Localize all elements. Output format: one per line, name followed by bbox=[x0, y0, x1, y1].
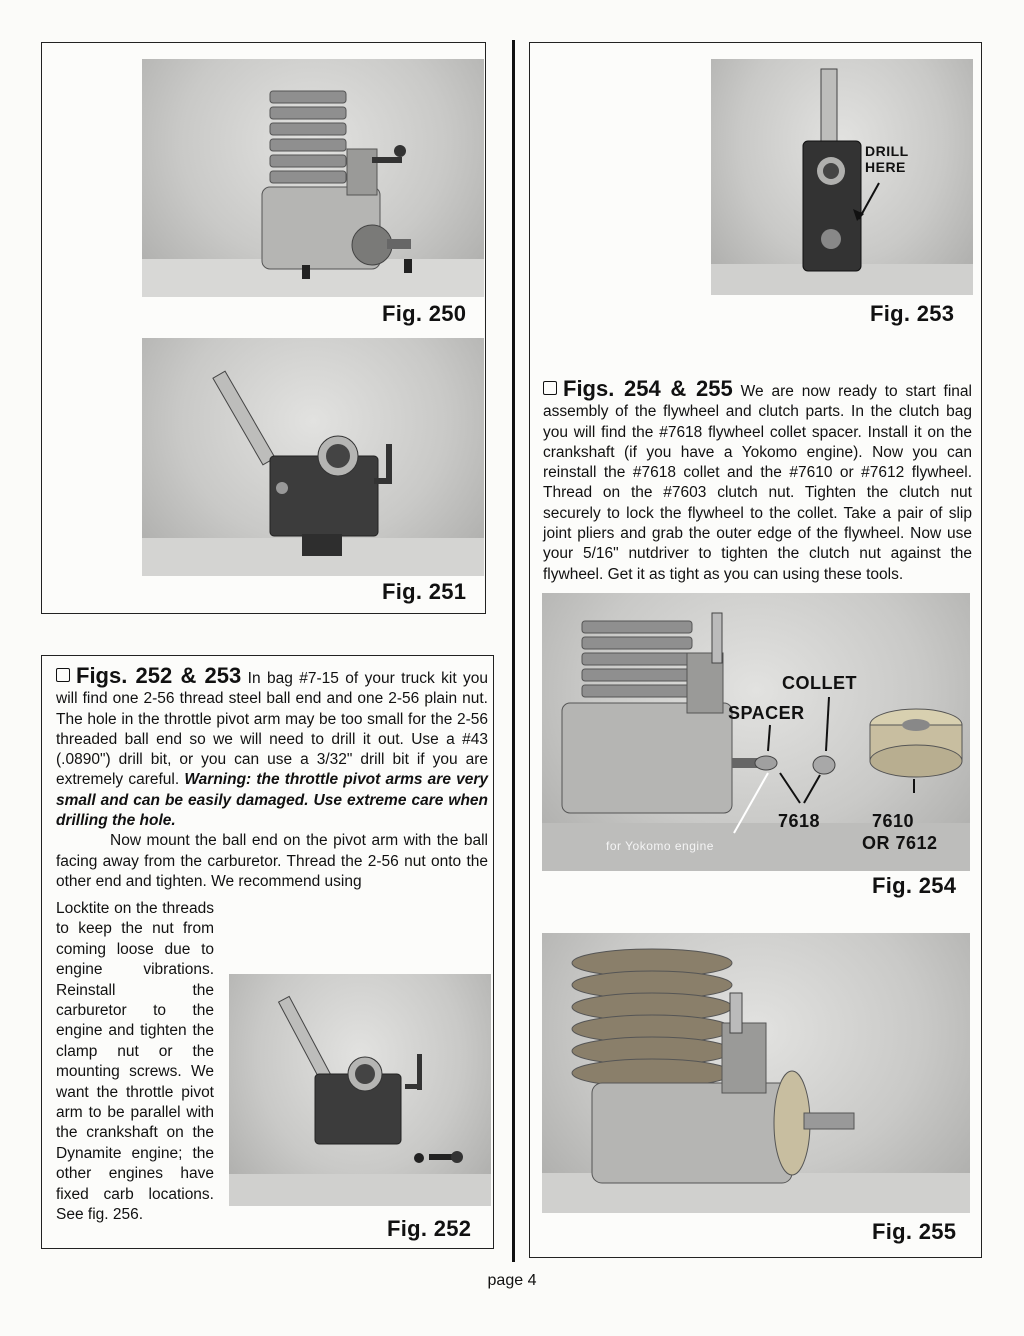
paragraph-figs-252-253 bbox=[56, 663, 489, 892]
column-divider bbox=[512, 40, 515, 1262]
fig-252-label: Fig. 252 bbox=[387, 1216, 472, 1241]
section-heading-252-253: Figs. 252 & 253 bbox=[76, 663, 242, 688]
fig-253-label: Fig. 253 bbox=[870, 301, 955, 326]
fig-250-label: Fig. 250 bbox=[382, 301, 467, 326]
fig-251-label: Fig. 251 bbox=[382, 579, 467, 604]
photo-fig-254 bbox=[542, 593, 970, 871]
part-7618-callout: 7618 bbox=[778, 811, 821, 831]
carburetor-ballend-illustration bbox=[229, 974, 491, 1206]
warning-text: Warning: the throttle pivot arms are very small and can be easily damaged. Use extreme care when drilling the hole. bbox=[56, 771, 488, 830]
part-7610-callout: 7610 bbox=[872, 811, 915, 831]
photo-fig-253 bbox=[711, 59, 973, 295]
paragraph-figs-252-253-continued bbox=[56, 899, 214, 1226]
photo-fig-250 bbox=[142, 59, 484, 297]
photo-fig-255 bbox=[542, 933, 970, 1213]
pivot-arm-illustration bbox=[711, 59, 973, 295]
paragraph-figs-254-255 bbox=[543, 376, 972, 585]
checkbox-icon[interactable] bbox=[543, 381, 557, 395]
section-text-p2b: Locktite on the threads to keep the nut from coming loose due to engine vibrations. Reinstall the carburetor to the engine and tighten the clamp nut or the mounting screws. We want the throttle pivot arm to be parallel with the crankshaft on the Dynamite engine; the other engines have fixed carb locations. See fig. 256. bbox=[56, 900, 214, 1224]
carburetor-illustration bbox=[142, 338, 484, 576]
fig-255-label: Fig. 255 bbox=[872, 1219, 957, 1244]
collet-callout: COLLET bbox=[782, 673, 857, 693]
fig-254-label: Fig. 254 bbox=[872, 873, 957, 898]
section-text-254-255: We are now ready to start final assembly of the flywheel and clutch parts. In the clutch bag you will find the #7618 flywheel collet spacer. Install it on the crankshaft (if you have a Yokomo engine). Now you can reinstall the #7618 collet and the #7610 or #7612 flywheel. Thread on the #7603 clutch nut. Tighten the clutch nut securely to lock the flywheel to the collet. Take a pair of slip joint pliers and grab the outer edge of the flywheel. Now use your 5/16" nutdriver to tighten the clutch nut against the flywheel. Get it as tight as you can using these tools. bbox=[543, 383, 972, 583]
assembled-engine-illustration bbox=[542, 933, 970, 1213]
drill-here-callout: DRILL HERE bbox=[865, 143, 909, 175]
section-heading-254-255: Figs. 254 & 255 bbox=[563, 376, 733, 401]
checkbox-icon[interactable] bbox=[56, 668, 70, 682]
spacer-callout: SPACER bbox=[728, 703, 805, 723]
engine-illustration bbox=[142, 59, 484, 297]
page-number: page 4 bbox=[487, 1272, 537, 1289]
photo-fig-251 bbox=[142, 338, 484, 576]
figure-box-250-251 bbox=[41, 42, 486, 614]
photo-fig-252 bbox=[229, 974, 491, 1206]
part-7612-callout: OR 7612 bbox=[862, 833, 938, 853]
text-box-252-253 bbox=[41, 655, 494, 1249]
section-text-p2a: Now mount the ball end on the pivot arm with the ball facing away from the carburetor. Thread the 2-56 nut onto the other end and tighten. We recommend using bbox=[56, 832, 488, 890]
yokomo-callout: for Yokomo engine bbox=[606, 839, 714, 853]
figure-box-253-255 bbox=[529, 42, 982, 1258]
section-text-p1: In bag #7-15 of your truck kit you will find one 2-56 thread steel ball end and one 2-56 plain nut. The hole in the throttle pivot arm may be too small for the 2-56 threaded ball end so we will need to drill it out. Use a #43 (.0890") drill bit, or you can use a 3/32" drill bit if you are extremely careful. bbox=[56, 670, 489, 789]
